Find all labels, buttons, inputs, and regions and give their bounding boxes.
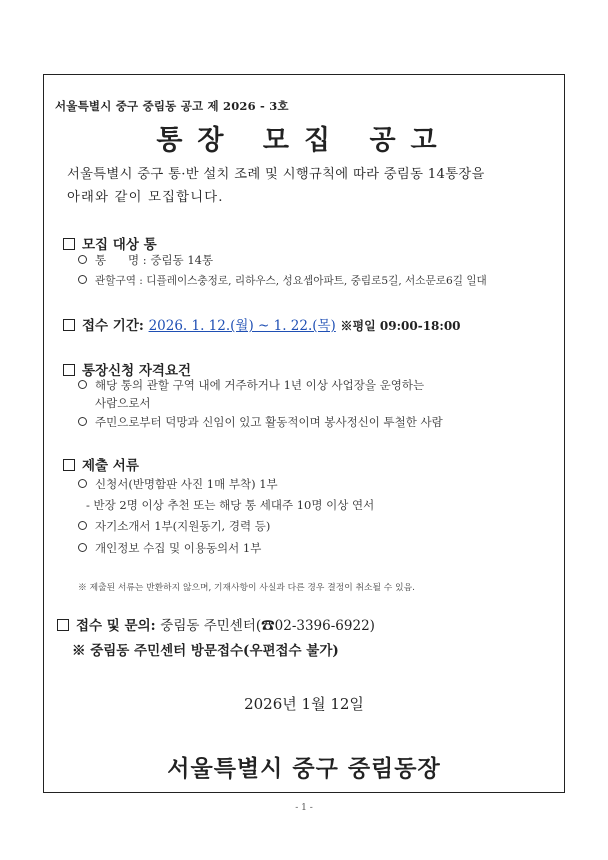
intro-line-1: 서울특별시 중구 통·반 설치 조례 및 시행규칙에 따라 중림동 14통장을 [67, 167, 485, 182]
section-period-heading: 접수 기간: [82, 318, 144, 334]
circle-bullet-icon [78, 521, 87, 530]
document-item-2 [78, 518, 270, 534]
page-title: 통장 모집 공고 [156, 125, 452, 156]
qualification-item-2-text: 주민으로부터 덕망과 신임이 있고 활동적이며 봉사정신이 투철한 사람 [95, 415, 443, 429]
contact-note: ※ 중림동 주민센터 방문접수(우편접수 불가) [72, 643, 339, 659]
circle-bullet-icon [78, 417, 87, 426]
contact-value: 중림동 주민센터(☎02-3396-6922) [160, 618, 375, 634]
issuer-name: 서울특별시 중구 중림동장 [167, 755, 441, 782]
period-value: 2026. 1. 12.(월) ~ 1. 22.(목) [148, 318, 336, 334]
section-documents [63, 454, 139, 474]
document-item-1-sub: - 반장 2명 이상 추천 또는 해당 통 세대주 10명 이상 연서 [86, 498, 375, 512]
period-note: ※평일 09:00-18:00 [340, 319, 461, 333]
qualification-item-1 [78, 377, 424, 393]
checkbox-icon [57, 619, 69, 631]
circle-bullet-icon [78, 380, 87, 389]
circle-bullet-icon [78, 479, 87, 488]
section-target-heading: 모집 대상 통 [82, 237, 157, 253]
documents-note: ※ 제출된 서류는 반환하지 않으며, 기재사항이 사실과 다른 경우 결정이 취소될 수 있음. [78, 583, 415, 593]
document-item-1-text: 신청서(반명함판 사진 1매 부착) 1부 [95, 477, 278, 491]
checkbox-icon [63, 364, 75, 376]
qualification-item-2 [78, 414, 443, 430]
target-item-area-text: 관할구역 : 디플레이스충정로, 리하우스, 성요셉아파트, 중림로5길, 서소문로6길 일대 [95, 275, 487, 287]
notice-number: 서울특별시 중구 중림동 공고 제 2026 - 3호 [55, 99, 289, 113]
section-contact [57, 614, 375, 634]
section-documents-heading: 제출 서류 [82, 458, 139, 474]
section-qualification-heading: 통장신청 자격요건 [82, 363, 192, 379]
section-qualification [63, 359, 191, 379]
section-contact-heading: 접수 및 문의: [76, 618, 156, 634]
announcement-date: 2026년 1월 12일 [244, 695, 364, 713]
document-item-3 [78, 540, 261, 556]
section-target [63, 233, 157, 253]
circle-bullet-icon [78, 275, 87, 284]
document-item-3-text: 개인정보 수집 및 이용동의서 1부 [95, 541, 262, 555]
qualification-item-1-text: 해당 통의 관할 구역 내에 거주하거나 1년 이상 사업장을 운영하는 [95, 378, 425, 392]
checkbox-icon [63, 319, 75, 331]
checkbox-icon [63, 459, 75, 471]
page-number: - 1 - [295, 803, 313, 813]
document-item-1 [78, 476, 278, 492]
checkbox-icon [63, 238, 75, 250]
circle-bullet-icon [78, 255, 87, 264]
qualification-item-1-cont: 사람으로서 [95, 396, 151, 410]
target-item-area [78, 273, 487, 288]
intro-line-2: 아래와 같이 모집합니다. [67, 190, 224, 205]
section-period [63, 314, 461, 334]
target-item-name-text: 통 명 : 중림동 14통 [95, 253, 214, 267]
document-item-2-text: 자기소개서 1부(지원동기, 경력 등) [95, 519, 271, 533]
circle-bullet-icon [78, 543, 87, 552]
target-item-name [78, 252, 213, 268]
